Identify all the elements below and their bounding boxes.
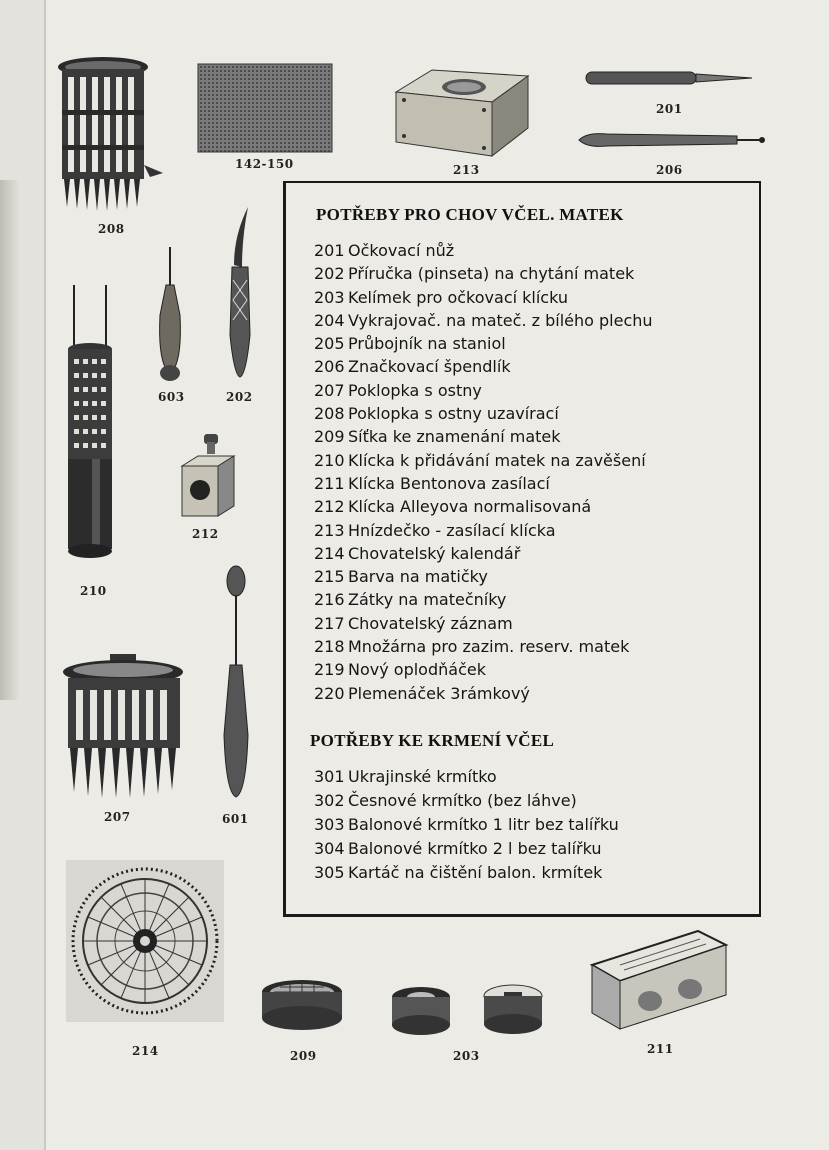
feeding-list — [314, 765, 754, 885]
fig-number-213: 213 — [453, 163, 480, 177]
list-item: 212 Klícka Alleyova normalisovaná — [314, 497, 592, 517]
awl-603-image — [150, 245, 190, 385]
fig-number-142-150: 142-150 — [235, 157, 294, 171]
fig-number-601: 601 — [222, 812, 249, 826]
benton-cage-211-image — [590, 925, 730, 1033]
knife-201-image — [584, 66, 754, 90]
cup-203b-image — [482, 982, 544, 1036]
list-item: 211 Klícka Bentonova zasílací — [314, 473, 550, 493]
list-item: 305 Kartáč na čištění balon. krmítek — [314, 862, 603, 882]
list-item: 206 Značkovací špendlík — [314, 357, 511, 377]
pincette-202-image — [220, 205, 260, 380]
fig-number-211: 211 — [647, 1042, 674, 1056]
block-142-150-image — [196, 62, 336, 156]
list-item: 208 Poklopka s ostny uzavírací — [314, 404, 559, 424]
queen-rearing-heading: POTŘEBY PRO CHOV VČEL. MATEK — [316, 205, 624, 224]
block-212-image — [178, 432, 238, 522]
list-item: 301 Ukrajinské krmítko — [314, 766, 497, 786]
list-item: 215 Barva na matičky — [314, 567, 488, 587]
list-item: 201 Očkovací nůž — [314, 241, 455, 260]
box-213-image — [392, 62, 532, 162]
left-page-edge — [0, 0, 46, 1150]
fig-number-209: 209 — [290, 1049, 317, 1063]
list-item: 217 Chovatelský záznam — [314, 613, 513, 633]
fig-number-203: 203 — [453, 1049, 480, 1063]
list-item: 302 Česnové krmítko (bez láhve) — [314, 790, 577, 810]
cage-208-image — [58, 55, 168, 215]
cage-210-image — [62, 283, 122, 573]
product-list-box — [283, 181, 761, 917]
list-item: 303 Balonové krmítko 1 litr bez talířku — [314, 814, 619, 834]
fig-number-212: 212 — [192, 527, 219, 541]
fig-number-210: 210 — [80, 584, 107, 598]
spoon-601-image — [216, 565, 256, 805]
fig-number-207: 207 — [104, 810, 131, 824]
list-item: 216 Zátky na matečníky — [314, 590, 507, 610]
list-item: 207 Poklopka s ostny — [314, 380, 482, 400]
feeding-heading: POTŘEBY KE KRMENÍ VČEL — [310, 730, 555, 750]
list-item: 220 Plemenáček 3rámkový — [314, 683, 530, 703]
list-item: 304 Balonové krmítko 2 l bez talířku — [314, 838, 602, 858]
list-item: 210 Klícka k přidávání matek na zavěšení — [314, 450, 646, 470]
fig-number-214: 214 — [132, 1044, 159, 1058]
list-item: 204 Vykrajovač. na mateč. z bílého plechu — [314, 310, 653, 330]
queen-rearing-list — [314, 239, 754, 705]
cup-203a-image — [390, 985, 452, 1037]
cover-207-image — [60, 652, 190, 802]
fig-number-201: 201 — [656, 102, 683, 116]
list-item: 203 Kelímek pro očkovací klícku — [314, 287, 569, 307]
list-item: 219 Nový oplodňáček — [314, 660, 486, 680]
calendar-214-image — [66, 860, 224, 1022]
fig-number-603: 603 — [158, 390, 185, 404]
list-item: 218 Množárna pro zazim. reserv. matek — [314, 637, 630, 657]
pin-206-image — [577, 128, 767, 152]
fig-number-206: 206 — [656, 163, 683, 177]
list-item: 205 Průbojník na staniol — [314, 334, 506, 354]
list-item: 202 Příručka (pinseta) na chytání matek — [314, 264, 635, 284]
marking-cage-209-image — [260, 978, 344, 1032]
fig-number-202: 202 — [226, 390, 253, 404]
list-item: 209 Síťka ke znamenání matek — [314, 427, 561, 447]
list-item: 214 Chovatelský kalendář — [314, 543, 521, 563]
list-item: 213 Hnízdečko - zasílací klícka — [314, 520, 556, 540]
fig-number-208: 208 — [98, 222, 125, 236]
